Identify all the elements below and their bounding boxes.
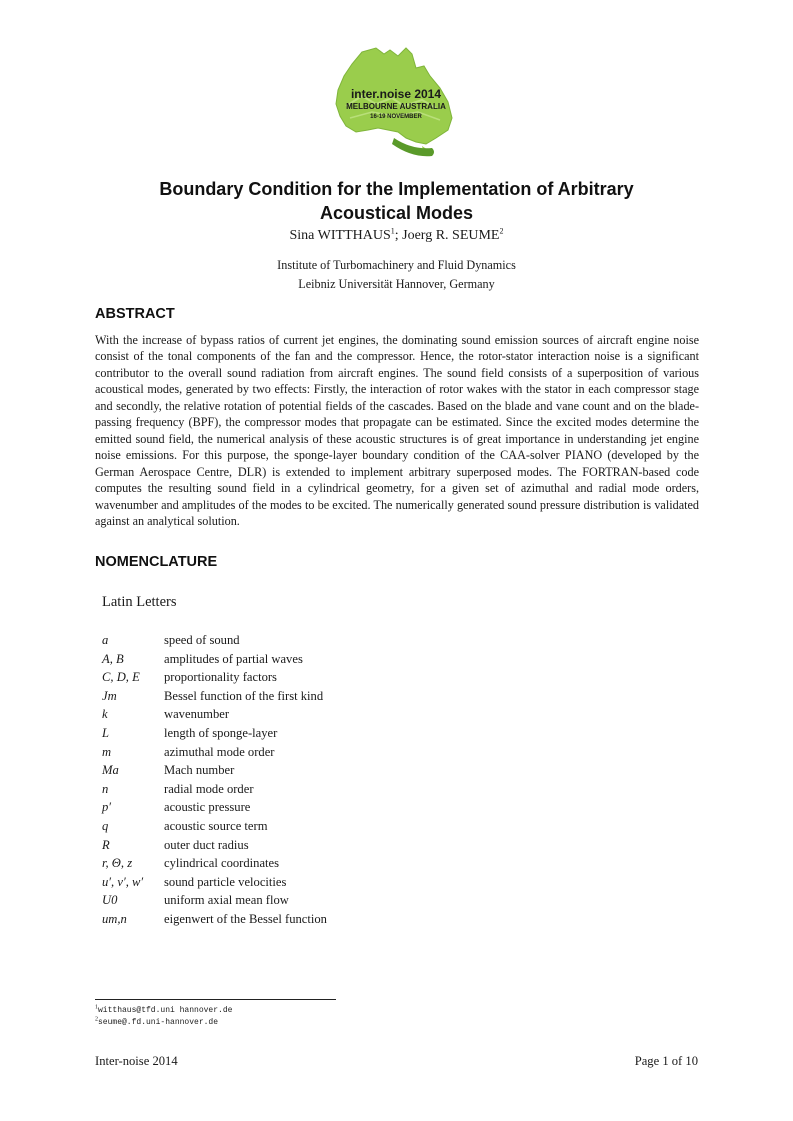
- nomenclature-row: [102, 836, 502, 855]
- footnote-1-mark: 1: [95, 1004, 98, 1011]
- nomenclature-description: length of sponge-layer: [164, 726, 278, 740]
- nomenclature-symbol: n: [102, 781, 109, 796]
- author-separator: ;: [394, 228, 403, 243]
- paper-title: [95, 177, 698, 225]
- footnote-2: [95, 1018, 218, 1028]
- nomenclature-row: [102, 910, 502, 929]
- nomenclature-row: [102, 724, 502, 743]
- nomenclature-description: cylindrical coordinates: [164, 856, 280, 871]
- affiliation-line-2: Leibniz Universität Hannover, Germany: [298, 277, 495, 291]
- nomenclature-description: azimuthal mode order: [164, 744, 275, 759]
- nomenclature-symbol: A, B: [102, 651, 124, 666]
- nomenclature-description: uniform axial mean flow: [164, 893, 289, 908]
- conference-logo: [332, 46, 456, 168]
- abstract-text: With the increase of bypass ratios of current jet engines, the dominating sound emission sources of aircraft engine noise consist of the tonal components of the fan and the compressor. Hence, the rotor-stator interaction noise is a significant contributor to the overall sound radiation from aircraft engines. The sound field consists of a superposition of various acoustical modes, generated by two effects: Firstly, the interaction of rotor wakes with the stator in each compressor stage and secondly, the relative rotation of potential fields of the cascades. Based on the blade and vane count and on the blade-passing frequency (BPF), the compressor modes that propagate can be estimated. Since the excited modes determine the emitted sound field, the numerical analysis of these acoustic structures is of great importance in understanding jet engine noise emissions. For this purpose, the sponge-layer boundary condition of the CAA-solver PIANO (developed by the German Aerospace Centre, DLR) is extended to implement arbitrary superposed modes. The FORTRAN-based code computes the resulting sound field in a cylindrical geometry, for a given set of azimuthal and radial mode orders, wavenumber and amplitudes of the modes to be excited. The numerically generated sound pressure distribution is validated against an analytical solution.: [95, 333, 699, 528]
- nomenclature-row: [102, 668, 502, 687]
- nomenclature-description: sound particle velocities: [164, 874, 287, 889]
- author-list: [95, 227, 698, 245]
- footnote-2-mark: 2: [95, 1016, 98, 1023]
- nomenclature-description: radial mode order: [164, 781, 254, 796]
- author-2: Joerg R. SEUME: [402, 228, 500, 243]
- footnote-2-email[interactable]: seume@.fd.uni-hannover.de: [98, 1018, 219, 1027]
- nomenclature-description: speed of sound: [164, 633, 240, 647]
- nomenclature-row: [102, 705, 502, 724]
- nomenclature-row: [102, 780, 502, 799]
- nomenclature-description: wavenumber: [164, 707, 230, 722]
- nomenclature-description: Mach number: [164, 763, 235, 778]
- nomenclature-symbol: p′: [102, 800, 112, 815]
- footnote-rule: [95, 999, 336, 1000]
- nomenclature-row: [102, 687, 502, 706]
- affiliation: [95, 256, 698, 294]
- nomenclature-symbol: um,n: [102, 912, 127, 926]
- author-2-mark: 2: [499, 226, 504, 236]
- title-line-2: Acoustical Modes: [319, 203, 474, 223]
- affiliation-line-1: Institute of Turbomachinery and Fluid Dynamics: [277, 258, 516, 272]
- nomenclature-row: [102, 743, 502, 762]
- nomenclature-symbol: Ma: [102, 763, 119, 778]
- logo-line1: inter.noise 2014: [350, 87, 442, 101]
- nomenclature-symbol: m: [102, 744, 112, 759]
- nomenclature-row: [102, 891, 502, 910]
- nomenclature-description: outer duct radius: [164, 837, 249, 852]
- title-line-1: Boundary Condition for the Implementation of Arbitrary: [159, 179, 634, 199]
- nomenclature-row: [102, 761, 502, 780]
- abstract-heading: ABSTRACT: [95, 306, 175, 322]
- logo-line2: MELBOURNE AUSTRALIA: [346, 102, 446, 111]
- nomenclature-symbol: C, D, E: [102, 670, 140, 685]
- footer-page-number: Page 1 of 10: [634, 1054, 698, 1068]
- nomenclature-description: acoustic source term: [164, 819, 268, 833]
- nomenclature-subheading: Latin Letters: [102, 594, 177, 610]
- nomenclature-description: proportionality factors: [164, 670, 277, 685]
- nomenclature-symbol: u′, v′, w′: [102, 874, 144, 889]
- nomenclature-row: [102, 854, 502, 873]
- nomenclature-row: [102, 631, 502, 650]
- nomenclature-symbol: q: [102, 819, 109, 833]
- nomenclature-symbol: r, Θ, z: [102, 856, 133, 871]
- nomenclature-description: acoustic pressure: [164, 800, 251, 815]
- author-1-mark: 1: [390, 226, 395, 236]
- nomenclature-symbol: Jm: [102, 688, 117, 703]
- nomenclature-description: eigenwert of the Bessel function: [164, 912, 327, 926]
- footer-conference: Inter-noise 2014: [95, 1054, 178, 1068]
- logo-line3: 16-19 NOVEMBER: [370, 114, 422, 120]
- nomenclature-row: [102, 817, 502, 836]
- nomenclature-heading: NOMENCLATURE: [95, 554, 218, 570]
- nomenclature-description: Bessel function of the first kind: [164, 688, 324, 703]
- nomenclature-symbol: k: [102, 707, 108, 722]
- nomenclature-symbol: U0: [102, 893, 118, 908]
- nomenclature-symbol: a: [102, 633, 109, 647]
- nomenclature-symbol: R: [102, 837, 110, 852]
- footnote-1-email[interactable]: witthaus@tfd.uni hannover.de: [98, 1006, 233, 1015]
- author-1: Sina WITTHAUS: [289, 228, 391, 243]
- nomenclature-symbol: L: [102, 726, 110, 740]
- footnote-1: [95, 1006, 232, 1016]
- nomenclature-row: [102, 873, 502, 892]
- nomenclature-row: [102, 650, 502, 669]
- nomenclature-description: amplitudes of partial waves: [164, 651, 303, 666]
- nomenclature-row: [102, 798, 502, 817]
